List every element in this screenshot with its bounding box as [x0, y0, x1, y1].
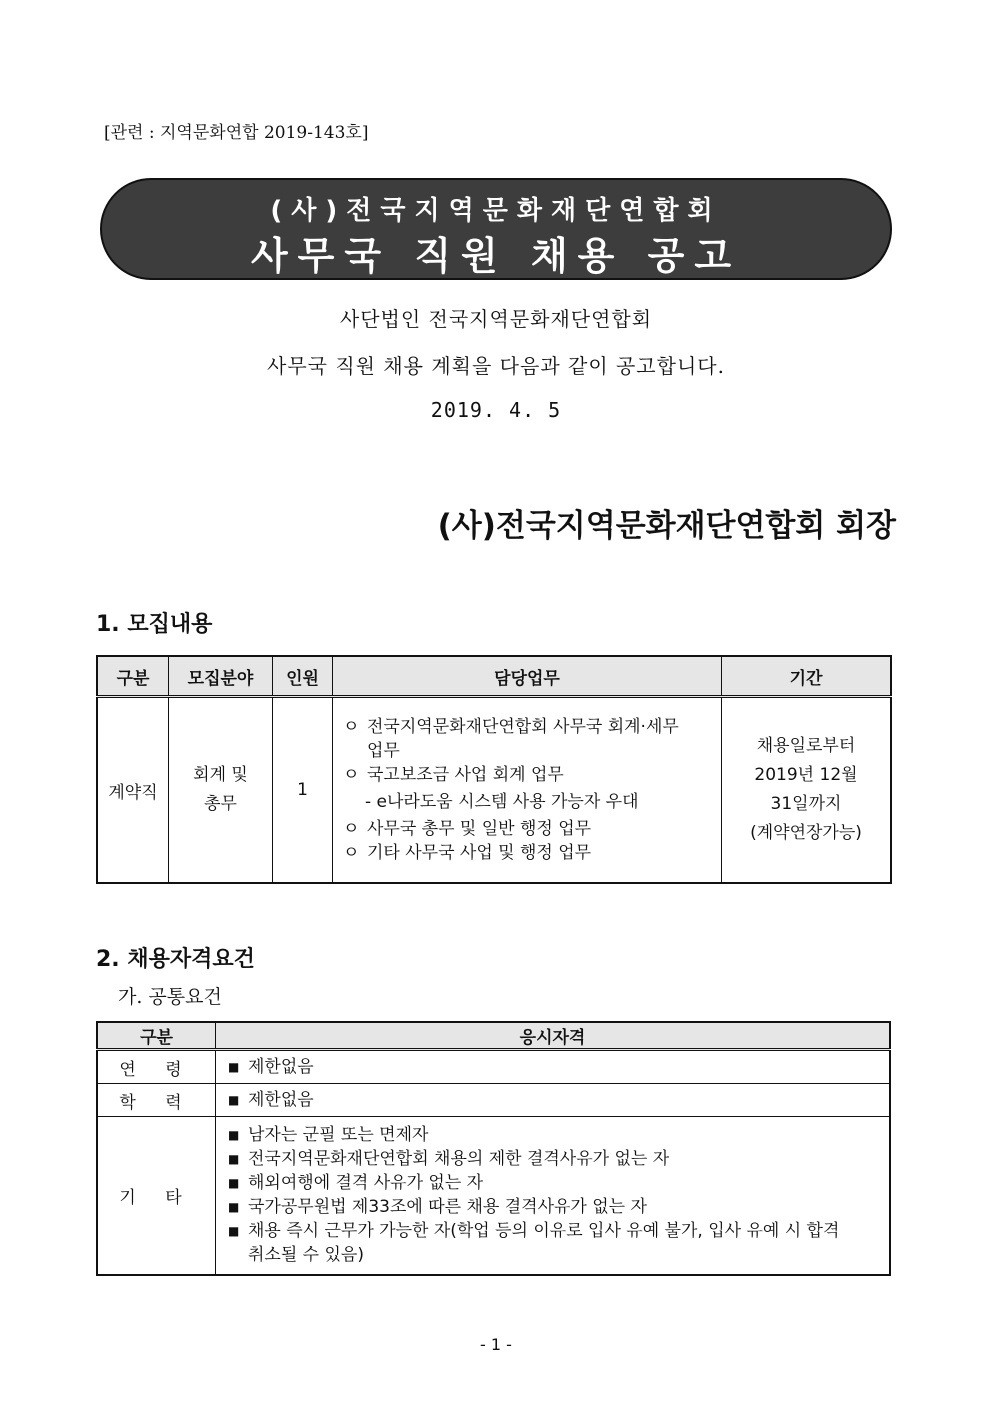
headcount: 1 [273, 697, 333, 884]
intro-org: 사단법인 전국지역문화재단연합회 [339, 307, 653, 331]
item-text: 제한없음 [248, 1057, 314, 1077]
intro-text: 사무국 직원 채용 계획을 다음과 같이 공고합니다. [267, 354, 725, 378]
duty-text: e나라도움 시스템 사용 가능자 우대 [376, 792, 639, 812]
banner-title: 사무국 직원 채용 공고 [250, 234, 742, 278]
row-label: 연 령 [97, 1050, 216, 1084]
duty-subitem [343, 790, 711, 814]
square-bullet-icon: ■ [228, 1176, 240, 1191]
square-bullet-icon: ■ [228, 1128, 240, 1143]
duty-item [343, 817, 711, 841]
intro-date: 2019. 4. 5 [430, 398, 562, 422]
header-cell: 기간 [722, 656, 892, 697]
period-line: 채용일로부터 [756, 736, 856, 756]
item-text: 남자는 군필 또는 면제자 [248, 1125, 429, 1146]
header-cell: 구분 [97, 656, 169, 697]
qualification-table [96, 1021, 891, 1276]
header-cell: 모집분야 [169, 656, 273, 697]
period-line: (계약연장가능) [750, 823, 862, 843]
duty-text: 사무국 총무 및 일반 행정 업무 [367, 819, 592, 839]
row-label: 기 타 [97, 1117, 216, 1275]
circle-bullet-icon: ㅇ [343, 819, 360, 839]
item-text: 채용 즉시 근무가 가능한 자(학업 등의 이유로 입사 유예 불가, 입사 유예 시 합격 [248, 1221, 840, 1242]
duty-text: 전국지역문화재단연합회 사무국 회계·세무 [367, 717, 679, 737]
duty-text: 국고보조금 사업 회계 업무 [367, 765, 564, 785]
banner-org-name: (사)전국지역문화재단연합회 [270, 196, 722, 226]
table-header-row [97, 1022, 890, 1050]
duties-cell [333, 697, 722, 884]
list-item [226, 1123, 881, 1147]
item-text: 국가공무원법 제33조에 따른 채용 결격사유가 없는 자 [248, 1197, 647, 1218]
duty-text: 업무 [367, 741, 400, 761]
dash-bullet-icon: - [365, 792, 372, 812]
field-line: 총무 [204, 794, 237, 814]
section2-subtitle: 가. 공통요건 [118, 986, 222, 1008]
header-cell: 구분 [97, 1022, 216, 1050]
signer: (사)전국지역문화재단연합회 회장 [437, 508, 896, 544]
recruitment-table [96, 655, 892, 884]
square-bullet-icon: ■ [228, 1152, 240, 1167]
table-row [97, 1084, 890, 1117]
table-header-row [97, 656, 891, 697]
section1-title: 1. 모집내용 [96, 612, 213, 637]
item-text: 제한없음 [248, 1090, 314, 1110]
period-cell [722, 697, 892, 884]
circle-bullet-icon: ㅇ [343, 843, 360, 863]
item-text: 해외여행에 결격 사유가 없는 자 [248, 1173, 484, 1194]
period-line: 2019년 12월 [754, 765, 858, 785]
field-cell [169, 697, 273, 884]
page-number: - 1 - [480, 1335, 512, 1354]
list-item [226, 1088, 881, 1112]
field-line: 회계 및 [193, 765, 248, 785]
list-item [226, 1055, 881, 1079]
title-banner [100, 178, 892, 280]
duty-item [343, 763, 711, 787]
duty-item [343, 715, 711, 739]
table-row [97, 1050, 890, 1084]
employment-type: 계약직 [97, 697, 169, 884]
list-item [226, 1171, 881, 1195]
list-item [226, 1147, 881, 1171]
list-item [226, 1219, 881, 1267]
row-label: 학 력 [97, 1084, 216, 1117]
duty-text: 기타 사무국 사업 및 행정 업무 [367, 843, 592, 863]
table-row [97, 1117, 890, 1275]
list-item [226, 1195, 881, 1219]
row-value [216, 1084, 891, 1117]
duty-item [343, 841, 711, 865]
header-cell: 응시자격 [216, 1022, 891, 1050]
header-cell: 인원 [273, 656, 333, 697]
circle-bullet-icon: ㅇ [343, 717, 360, 737]
square-bullet-icon: ■ [228, 1200, 240, 1215]
reference-number: [관련 : 지역문화연합 2019-143호] [104, 123, 369, 143]
period-line: 31일까지 [770, 794, 842, 814]
section2-title: 2. 채용자격요건 [96, 947, 255, 972]
square-bullet-icon: ■ [228, 1224, 240, 1239]
item-text: 전국지역문화재단연합회 채용의 제한 결격사유가 없는 자 [248, 1149, 670, 1170]
square-bullet-icon: ■ [228, 1093, 240, 1107]
header-cell: 담당업무 [333, 656, 722, 697]
table-row [97, 697, 891, 884]
duty-item [343, 739, 711, 763]
row-value [216, 1050, 891, 1084]
item-text-continued: 취소될 수 있음) [248, 1245, 364, 1266]
row-value [216, 1117, 891, 1275]
circle-bullet-icon: ㅇ [343, 765, 360, 785]
square-bullet-icon: ■ [228, 1060, 240, 1074]
